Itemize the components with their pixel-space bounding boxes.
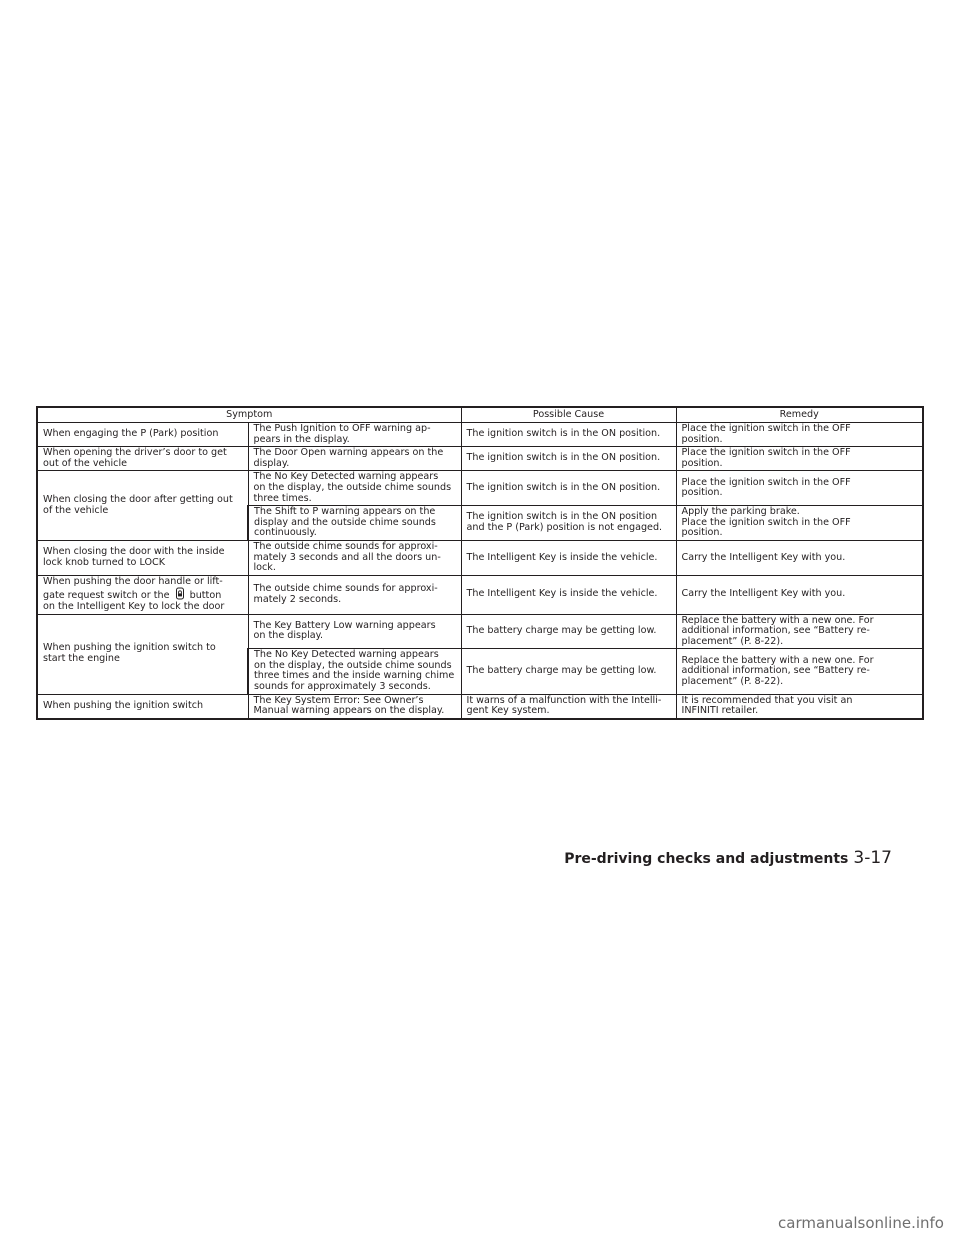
remedy-cell: Carry the Intelligent Key with you.: [676, 575, 923, 614]
cause-cell: The Intelligent Key is inside the vehicle.: [461, 575, 676, 614]
symptom-cell: When closing the door after getting out of the vehicle: [37, 471, 248, 541]
section-title: Pre-driving checks and adjustments: [564, 851, 849, 867]
cause-cell: The battery charge may be getting low.: [461, 614, 676, 649]
remedy-cell: Replace the battery with a new one. For additional information, see “Battery re- placement” (P. 8-22).: [676, 614, 923, 649]
remedy-cell: Apply the parking brake. Place the ignition switch in the OFF position.: [676, 506, 923, 541]
symptom-table: [36, 406, 924, 720]
display-cell: The outside chime sounds for approxi- mately 3 seconds and all the doors un- lock.: [248, 540, 461, 575]
cause-cell: It warns of a malfunction with the Intelli- gent Key system.: [461, 694, 676, 719]
page-number: 3-17: [853, 848, 892, 868]
symptom-cell: When closing the door with the inside lock knob turned to LOCK: [37, 540, 248, 575]
display-cell: The outside chime sounds for approxi- mately 2 seconds.: [248, 575, 461, 614]
remedy-cell: Replace the battery with a new one. For additional information, see “Battery re- placement” (P. 8-22).: [676, 649, 923, 694]
lock-key-icon: [174, 587, 186, 600]
symptom-line: on the Intelligent Key to lock the door: [43, 600, 225, 612]
table-row: [37, 423, 923, 447]
cause-cell: The Intelligent Key is inside the vehicle.: [461, 540, 676, 575]
table-row: [37, 447, 923, 471]
display-cell: The Door Open warning appears on the display.: [248, 447, 461, 471]
header-remedy: Remedy: [676, 407, 923, 423]
symptom-cell: When engaging the P (Park) position: [37, 423, 248, 447]
table-row: [37, 614, 923, 649]
symptom-cell: When pushing the ignition switch: [37, 694, 248, 719]
remedy-cell: Place the ignition switch in the OFF position.: [676, 447, 923, 471]
display-cell: The Shift to P warning appears on the display and the outside chime sounds continuously.: [248, 506, 461, 541]
symptom-cell: When pushing the ignition switch to start the engine: [37, 614, 248, 694]
remedy-cell: Place the ignition switch in the OFF position.: [676, 471, 923, 506]
cause-cell: The ignition switch is in the ON position.: [461, 447, 676, 471]
table-row: [37, 575, 923, 614]
remedy-cell: Place the ignition switch in the OFF position.: [676, 423, 923, 447]
watermark: carmanualsonline.info: [778, 1214, 944, 1232]
page-footer: [564, 848, 892, 868]
cause-cell: The battery charge may be getting low.: [461, 649, 676, 694]
table-row: [37, 694, 923, 719]
table-row: [37, 540, 923, 575]
remedy-cell: It is recommended that you visit an INFINITI retailer.: [676, 694, 923, 719]
header-possible-cause: Possible Cause: [461, 407, 676, 423]
symptom-line: gate request switch or the button: [43, 587, 243, 602]
cause-cell: The ignition switch is in the ON position and the P (Park) position is not engaged.: [461, 506, 676, 541]
display-cell: The Key Battery Low warning appears on the display.: [248, 614, 461, 649]
remedy-cell: Carry the Intelligent Key with you.: [676, 540, 923, 575]
symptom-line: When pushing the door handle or lift-: [43, 575, 223, 587]
symptom-cell: [37, 575, 248, 614]
display-cell: The Key System Error: See Owner’s Manual warning appears on the display.: [248, 694, 461, 719]
table-header-row: [37, 407, 923, 423]
header-symptom: Symptom: [37, 407, 461, 423]
cause-cell: The ignition switch is in the ON position.: [461, 423, 676, 447]
symptom-cell: When opening the driver’s door to get out of the vehicle: [37, 447, 248, 471]
table-row: [37, 471, 923, 506]
cause-cell: The ignition switch is in the ON position.: [461, 471, 676, 506]
display-cell: The No Key Detected warning appears on the display, the outside chime sounds three times.: [248, 471, 461, 506]
display-cell: The No Key Detected warning appears on the display, the outside chime sounds three times and the inside warning chime sounds for approximately 3 seconds.: [248, 649, 461, 694]
display-cell: The Push Ignition to OFF warning ap- pears in the display.: [248, 423, 461, 447]
